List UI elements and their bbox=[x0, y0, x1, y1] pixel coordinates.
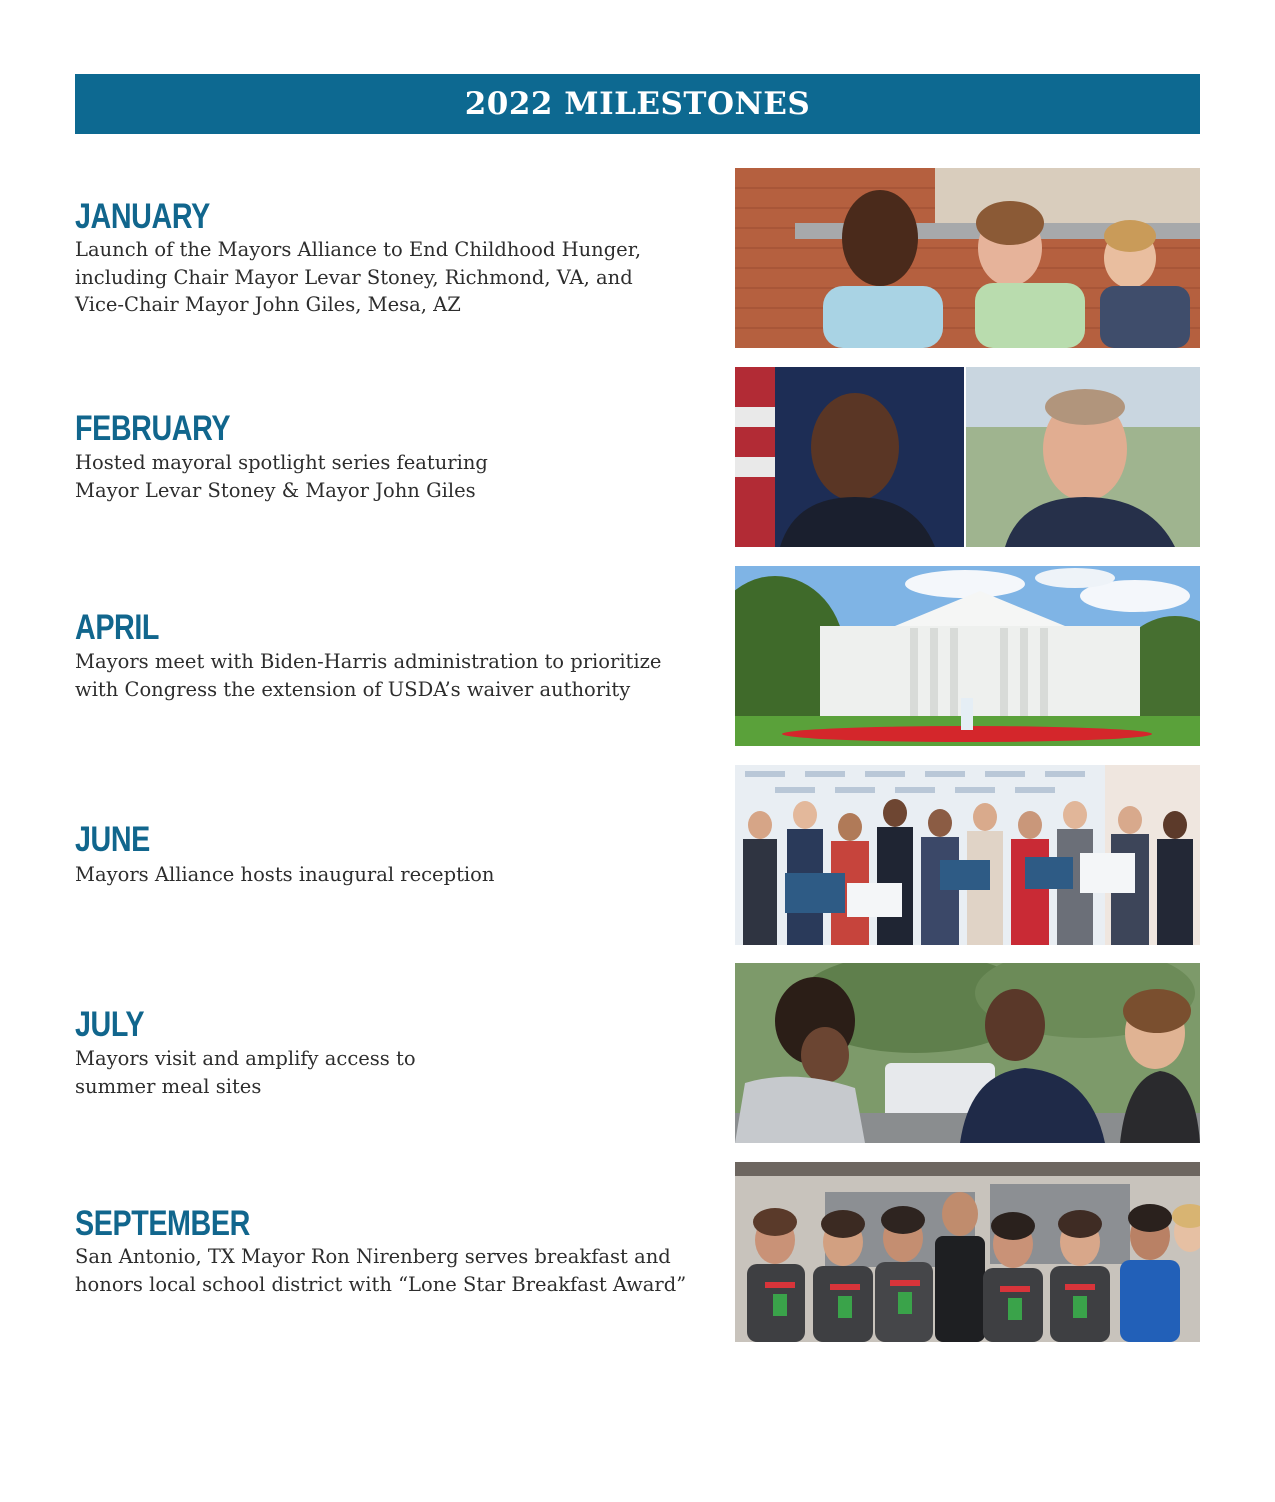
white-house-illustration bbox=[735, 566, 1200, 746]
page-title-banner bbox=[75, 74, 1200, 134]
milestone-description-february bbox=[75, 449, 695, 504]
description-line: Mayors visit and amplify access to bbox=[75, 1047, 416, 1070]
photo-mayor-portraits bbox=[735, 367, 1200, 547]
photo-students-classroom bbox=[735, 168, 1200, 348]
milestone-description-july bbox=[75, 1045, 695, 1100]
description-line: Mayors meet with Biden-Harris administration to prioritize bbox=[75, 650, 662, 673]
students-photo-illustration bbox=[735, 168, 1200, 348]
month-heading-january: JANUARY bbox=[75, 197, 210, 236]
photo-summer-meal-site bbox=[735, 963, 1200, 1143]
description-line: Mayors Alliance hosts inaugural reception bbox=[75, 863, 495, 886]
description-line: with Congress the extension of USDA’s waiver authority bbox=[75, 677, 631, 701]
description-line: Mayor Levar Stoney & Mayor John Giles bbox=[75, 478, 476, 502]
milestone-description-january bbox=[75, 236, 695, 319]
description-line: summer meal sites bbox=[75, 1074, 262, 1098]
page-title: 2022 MILESTONES bbox=[464, 86, 811, 122]
mayor-portraits-illustration bbox=[735, 367, 1200, 547]
description-line: Hosted mayoral spotlight series featuring bbox=[75, 451, 488, 474]
description-line: Launch of the Mayors Alliance to End Childhood Hunger, bbox=[75, 238, 642, 261]
milestone-description-september bbox=[75, 1243, 695, 1298]
photo-breakfast-kitchen-staff bbox=[735, 1162, 1200, 1342]
description-line: San Antonio, TX Mayor Ron Nirenberg serves breakfast and bbox=[75, 1245, 671, 1268]
milestone-description-april bbox=[75, 648, 695, 703]
month-heading-april: APRIL bbox=[75, 608, 160, 647]
month-heading-july: JULY bbox=[75, 1005, 145, 1044]
milestone-description-june bbox=[75, 861, 695, 889]
month-heading-february: FEBRUARY bbox=[75, 409, 231, 448]
summer-meal-illustration bbox=[735, 963, 1200, 1143]
month-heading-september: SEPTEMBER bbox=[75, 1204, 250, 1243]
description-line: including Chair Mayor Levar Stoney, Richmond, VA, and bbox=[75, 265, 633, 289]
reception-group-illustration bbox=[735, 765, 1200, 945]
kitchen-staff-illustration bbox=[735, 1162, 1200, 1342]
photo-inaugural-reception bbox=[735, 765, 1200, 945]
description-line: honors local school district with “Lone Star Breakfast Award” bbox=[75, 1272, 687, 1296]
month-heading-june: JUNE bbox=[75, 820, 150, 859]
photo-white-house bbox=[735, 566, 1200, 746]
description-line: Vice-Chair Mayor John Giles, Mesa, AZ bbox=[75, 293, 461, 316]
